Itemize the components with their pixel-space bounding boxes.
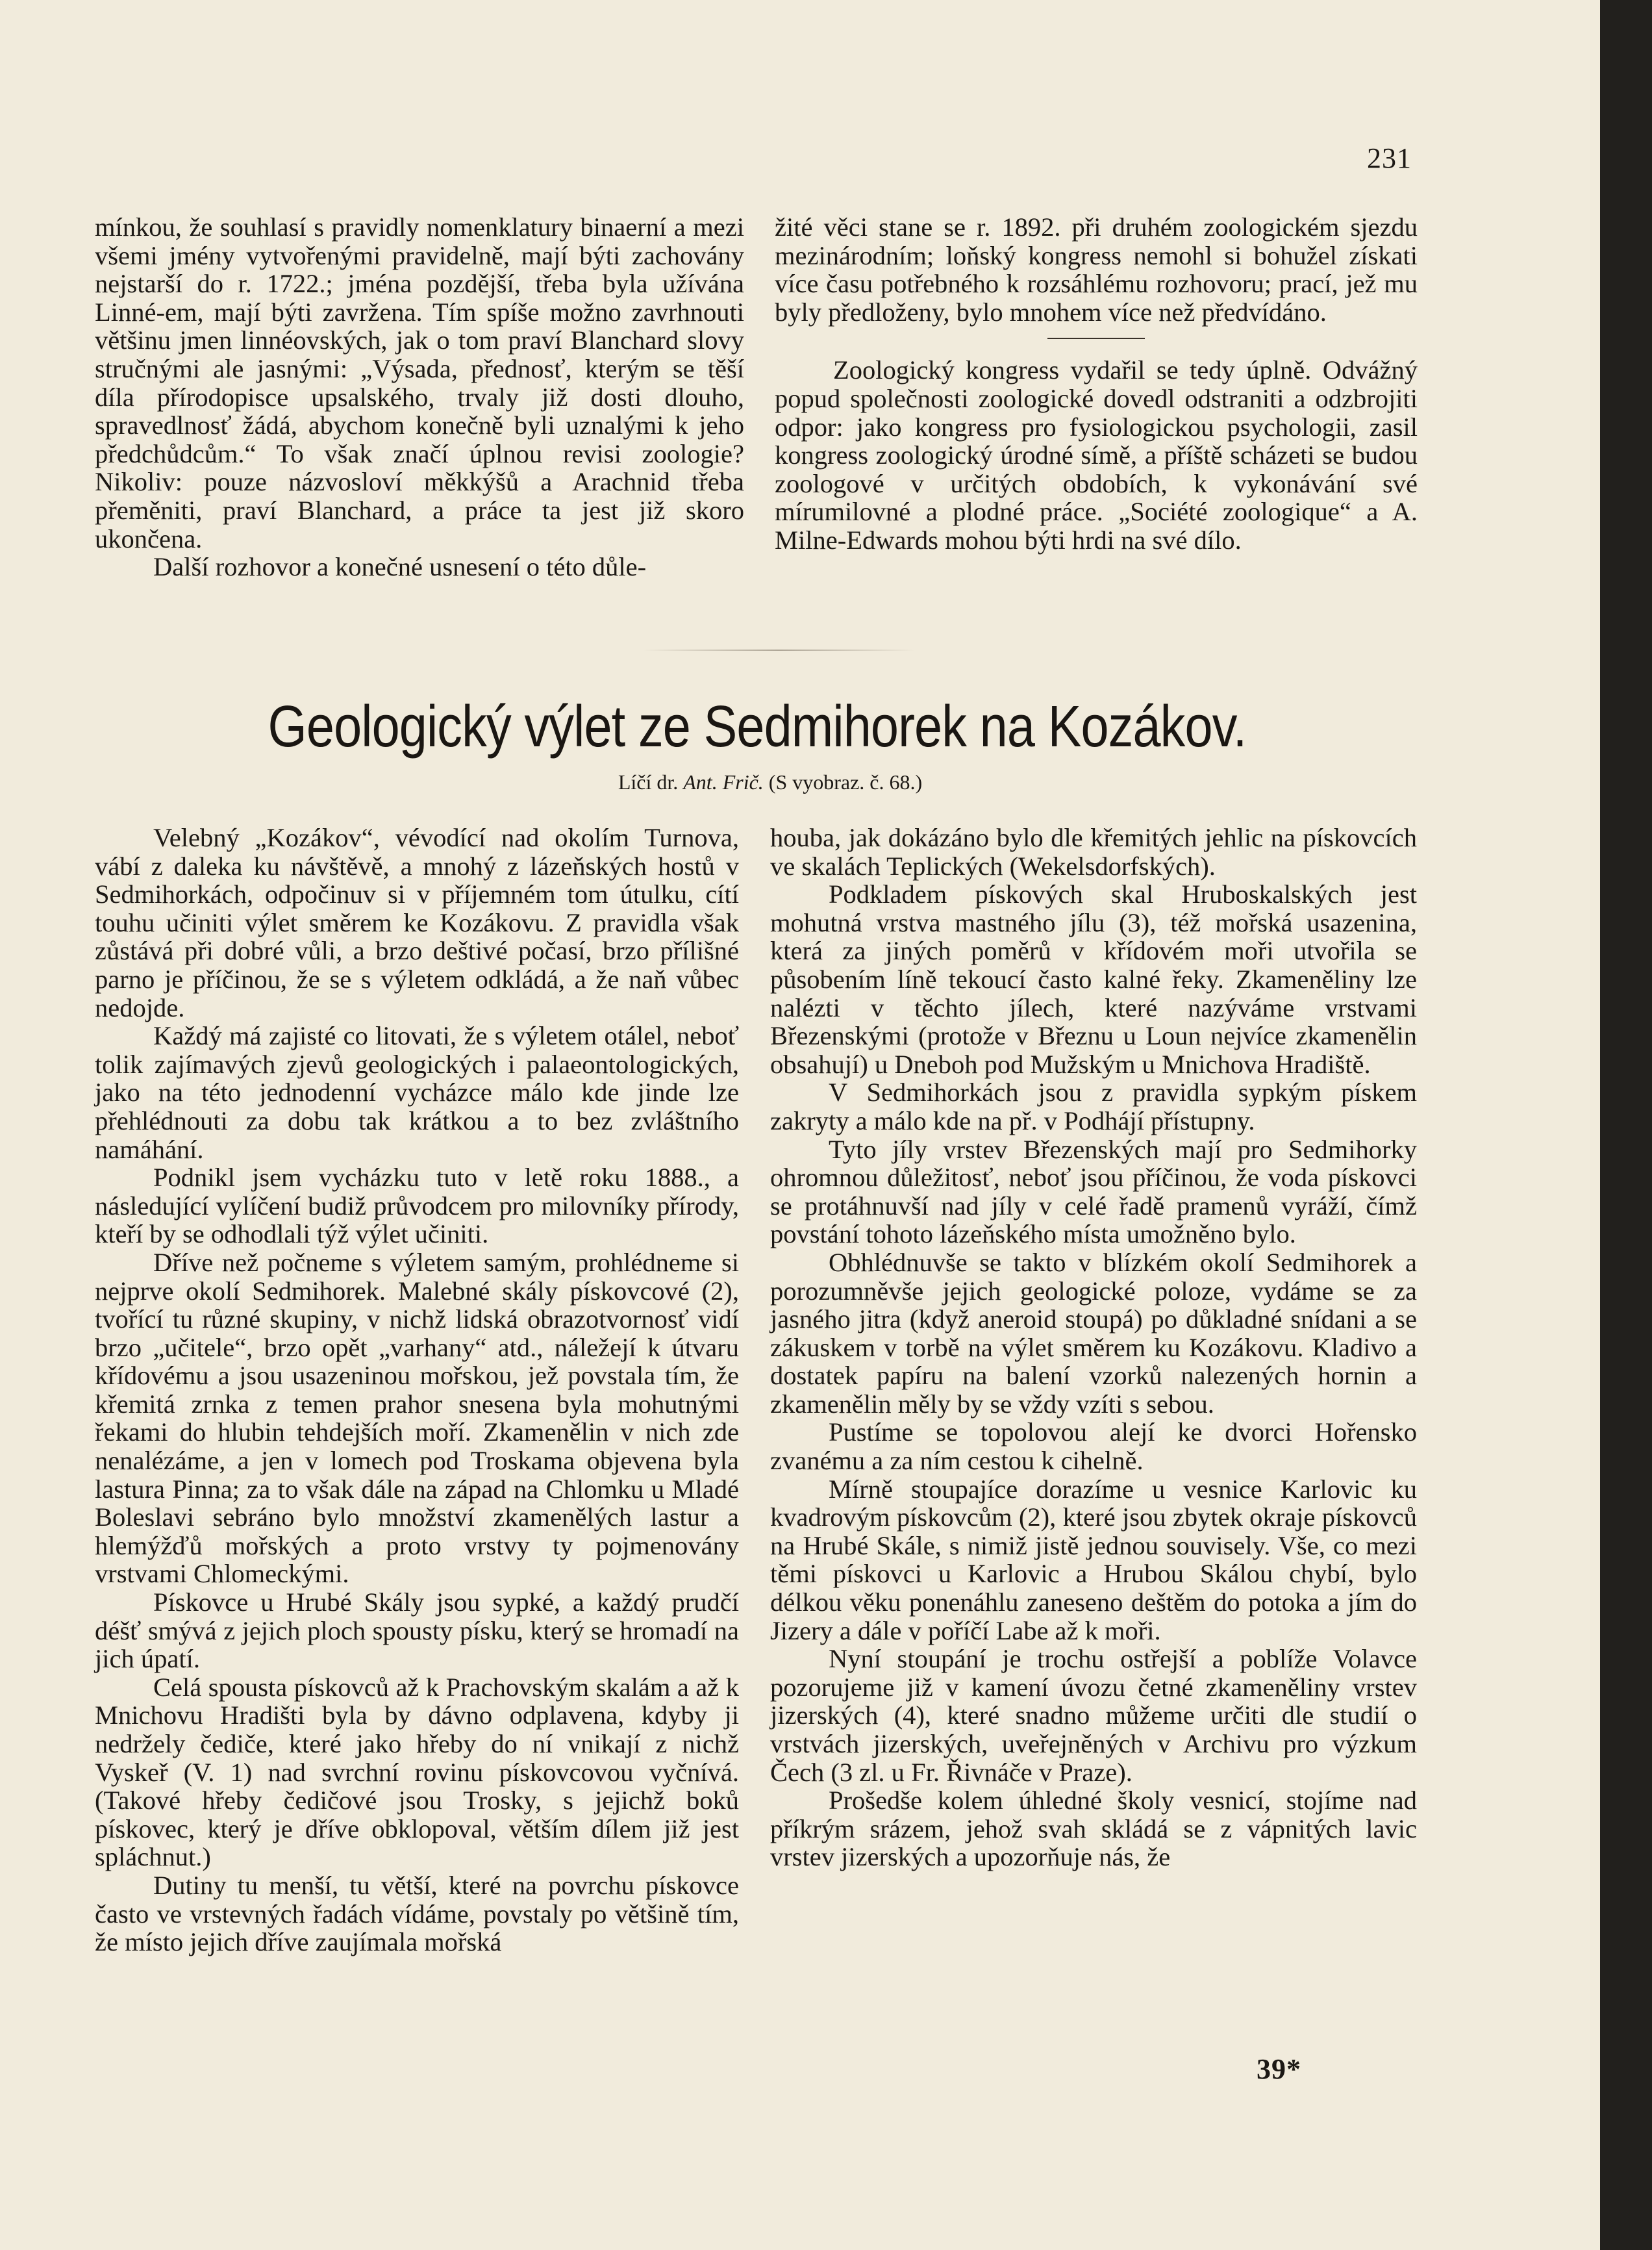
paragraph: V Sedmihorkách jsou z pravidla sypkým pískem zakryty a málo kde na př. v Podhájí přístupny. xyxy=(770,1078,1417,1135)
paragraph: Celá spousta pískovců až k Prachovským skalám a až k Mnichovu Hradišti byla by dávno odplavena, kdyby ji nedržely čediče, které jako hřeby do ní vnikají z nichž Vyskeř (V. 1) nad svrchní rovinu pískovcovou vyčnívá. (Takové hřeby čedičové jsou Trosky, s jejichž boků pískovec, který je dříve obklopoval, větším dílem již jest spláchnut.) xyxy=(95,1672,739,1872)
top-right-column xyxy=(775,213,1418,555)
paragraph: Podnikl jsem vycházku tuto v letě roku 1888., a následující vylíčení budiž průvodcem pro milovníky přírody, kteří by se odhodlali týž výlet učiniti. xyxy=(95,1163,739,1249)
section-rule xyxy=(643,650,916,651)
section-divider xyxy=(1047,338,1145,339)
paragraph: Nyní stoupání je trochu ostřejší a poblíže Volavce pozorujeme již v kamení úvozu četné zkameněliny vrstev jizerských (4), které snadno můžeme určiti dle studií o vrstvách jizerských, uveřejněných v Archivu pro výzkum Čech (3 zl. u Fr. Řivnáče v Praze). xyxy=(770,1644,1417,1787)
paragraph: Pustíme se topolovou alejí ke dvorci Hořensko zvanému a za ním cestou k cihelně. xyxy=(770,1417,1417,1476)
bottom-right-column xyxy=(770,824,1417,1871)
paragraph: Pískovce u Hrubé Skály jsou sypké, a každý prudčí déšť smývá z jejich ploch spousty písku, který se hromadí na jich úpatí. xyxy=(95,1587,739,1674)
scan-edge xyxy=(1600,0,1652,2250)
paragraph: žité věci stane se r. 1892. při druhém zoologickém sjezdu mezinárodním; loňský kongress nemohl si bohužel získati více času potřebného k rozsáhlému rozhovoru; prací, jež mu byly předloženy, bylo mnohem více než předvídáno. xyxy=(775,212,1418,327)
paragraph: Dříve než počneme s výletem samým, prohlédneme si nejprve okolí Sedmihorek. Malebné skály pískovcové (2), tvořící tu různé skupiny, v nichž lidská obrazotvornosť vidí brzo „učitele“, brzo opět „varhany“ atd., náležejí k útvaru křídovému a jsou usazeninou mořskou, jež povstala tím, že křemitá zrnka z temen prahor snesena byla mohutnými řekami do hlubin tehdejších moří. Zkamenělin v nich zde nenalézáme, a jen v lomech pod Troskama objevena byla lastura Pinna; za to však dále na západ na Chlomku u Mladé Boleslavi sebráno bylo množství zkamenělých lastur a hlemýžďů mořských a proto vrstvy ty pojmenovány vrstvami Chlomeckými. xyxy=(95,1247,739,1589)
printer-signature: 39* xyxy=(1257,2053,1301,2085)
paragraph: Další rozhovor a konečné usnesení o této důle- xyxy=(153,552,647,582)
paragraph: Obhlédnuvše se takto v blízkém okolí Sedmihorek a porozumněvše jejich geologické poloze, vydáme se za jasného jitra (když aneroid stoupá) po důkladné snídani a se zákuskem v torbě na výlet směrem ku Kozákovu. Kladivo a dostatek papíru na balení vzorků nalezených hornin a zkamenělin měly by se vždy vzíti s sebou. xyxy=(770,1247,1417,1419)
bottom-left-column xyxy=(95,824,739,1956)
paragraph: Tyto jíly vrstev Březenských mají pro Sedmihorky ohromnou důležitosť, neboť jsou příčinou, že voda pískovci se protáhnuvší nad jíly v celé řadě pramenů vyráží, čímž povstání tohoto lázeňského místa umožněno bylo. xyxy=(770,1134,1417,1249)
page-number: 231 xyxy=(1367,142,1412,174)
paragraph: Zoologický kongress vydařil se tedy úplně. Odvážný popud společnosti zoologické dovedl odstraniti a odzbrojiti odpor: jako kongress pro fysiologickou psychologii, zasil kongress zoologický úrodné símě, a příště scházeti se budou zoologové v určitých obdobích, k vykonávání své mírumilovné a plodné práce. „Société zoologique“ a A. Milne-Edwards mohou býti hrdi na své dílo. xyxy=(775,355,1418,555)
paragraph: Dutiny tu menší, tu větší, které na povrchu pískovce často ve vrstevných řadách vídáme, povstaly po většině tím, že místo jejich dříve zaujímala mořská xyxy=(95,1870,739,1957)
byline-suffix: (S vyobraz. č. 68.) xyxy=(768,770,923,794)
paragraph: Každý má zajisté co litovati, že s výletem otálel, neboť tolik zajímavých zjevů geologických i palaeontologických, jako na této jednodenní vycházce málo kde jinde lze přehlédnouti za dobu tak krátkou a to bez zvláštního namáhání. xyxy=(95,1021,739,1164)
article-byline xyxy=(95,770,1420,794)
article-title: Geologický výlet ze Sedmihorek na Kozákov. xyxy=(268,694,1247,759)
paragraph: Velebný „Kozákov“, vévodící nad okolím Turnova, vábí z daleka ku návštěvě, a mnohý z lázeňských hostů v Sedmihorkách, odpočinuv si v příjemném tom útulku, cítí touhu učiniti výlet směrem ke Kozákovu. Z pravidla však zůstává při dobré vůli, a brzo deštivé počasí, brzo přílišné parno je příčinou, že se s výletem odkládá, a že naň vůbec nedojde. xyxy=(95,823,739,1022)
paragraph: Mírně stoupajíce dorazíme u vesnice Karlovic ku kvadrovým pískovcům (2), které jsou zbytek okraje pískovců na Hrubé Skále, s nimiž jistě jednou souvisely. Vše, co mezi těmi pískovci u Karlovic a Hrubou Skálou chybí, bylo délkou věku ponenáhlu zaneseno deštěm do potoka a jím do Jizery a dále v poříčí Labe až k moři. xyxy=(770,1474,1417,1645)
paragraph: mínkou, že souhlasí s pravidly nomenklatury binaerní a mezi všemi jmény vytvořenými pravidelně, mají býti zachovány nejstarší do r. 1722.; jména pozdější, třeba byla užívána Linné-em, mají býti zavržena. Tím spíše možno zavrhnouti většinu jmen linnéovských, jak o tom praví Blanchard slovy stručnými ale jasnými: „Výsada, přednosť, kterým se těší díla přírodopisce upsalského, trvaly již dosti dlouho, spravedlnosť žádá, abychom konečně byli uznalými k jeho předchůdcům.“ To však značí úplnou revisi zoologie? Nikoliv: pouze názvosloví měkkýšů a Arachnid třeba přeměniti, praví Blanchard, a práce ta jest již skoro ukončena. xyxy=(95,212,744,553)
byline-author: Ant. Frič. xyxy=(683,770,764,794)
paragraph: Prošedše kolem úhledné školy vesnicí, stojíme nad příkrým srázem, jehož svah skládá se z vápnitých lavic vrstev jizerských a upozorňuje nás, že xyxy=(770,1786,1417,1872)
paragraph: houba, jak dokázáno bylo dle křemitých jehlic na pískovcích ve skalách Teplických (Wekelsdorfských). xyxy=(770,823,1417,881)
top-left-column xyxy=(95,213,744,581)
byline-prefix: Líčí dr. xyxy=(618,770,679,794)
paragraph: Podkladem pískových skal Hruboskalských jest mohutná vrstva mastného jílu (3), též mořská usazenina, která za jiných poměrů v křídovém moři utvořila se působením líně tekoucí často kalné řeky. Zkameněliny lze nalézti v těchto jílech, které nazýváme vrstvami Březenskými (protože v Březnu u Loun nejvíce zkamenělin obsahují) u Dneboh pod Mužským u Mnichova Hradiště. xyxy=(770,879,1417,1079)
